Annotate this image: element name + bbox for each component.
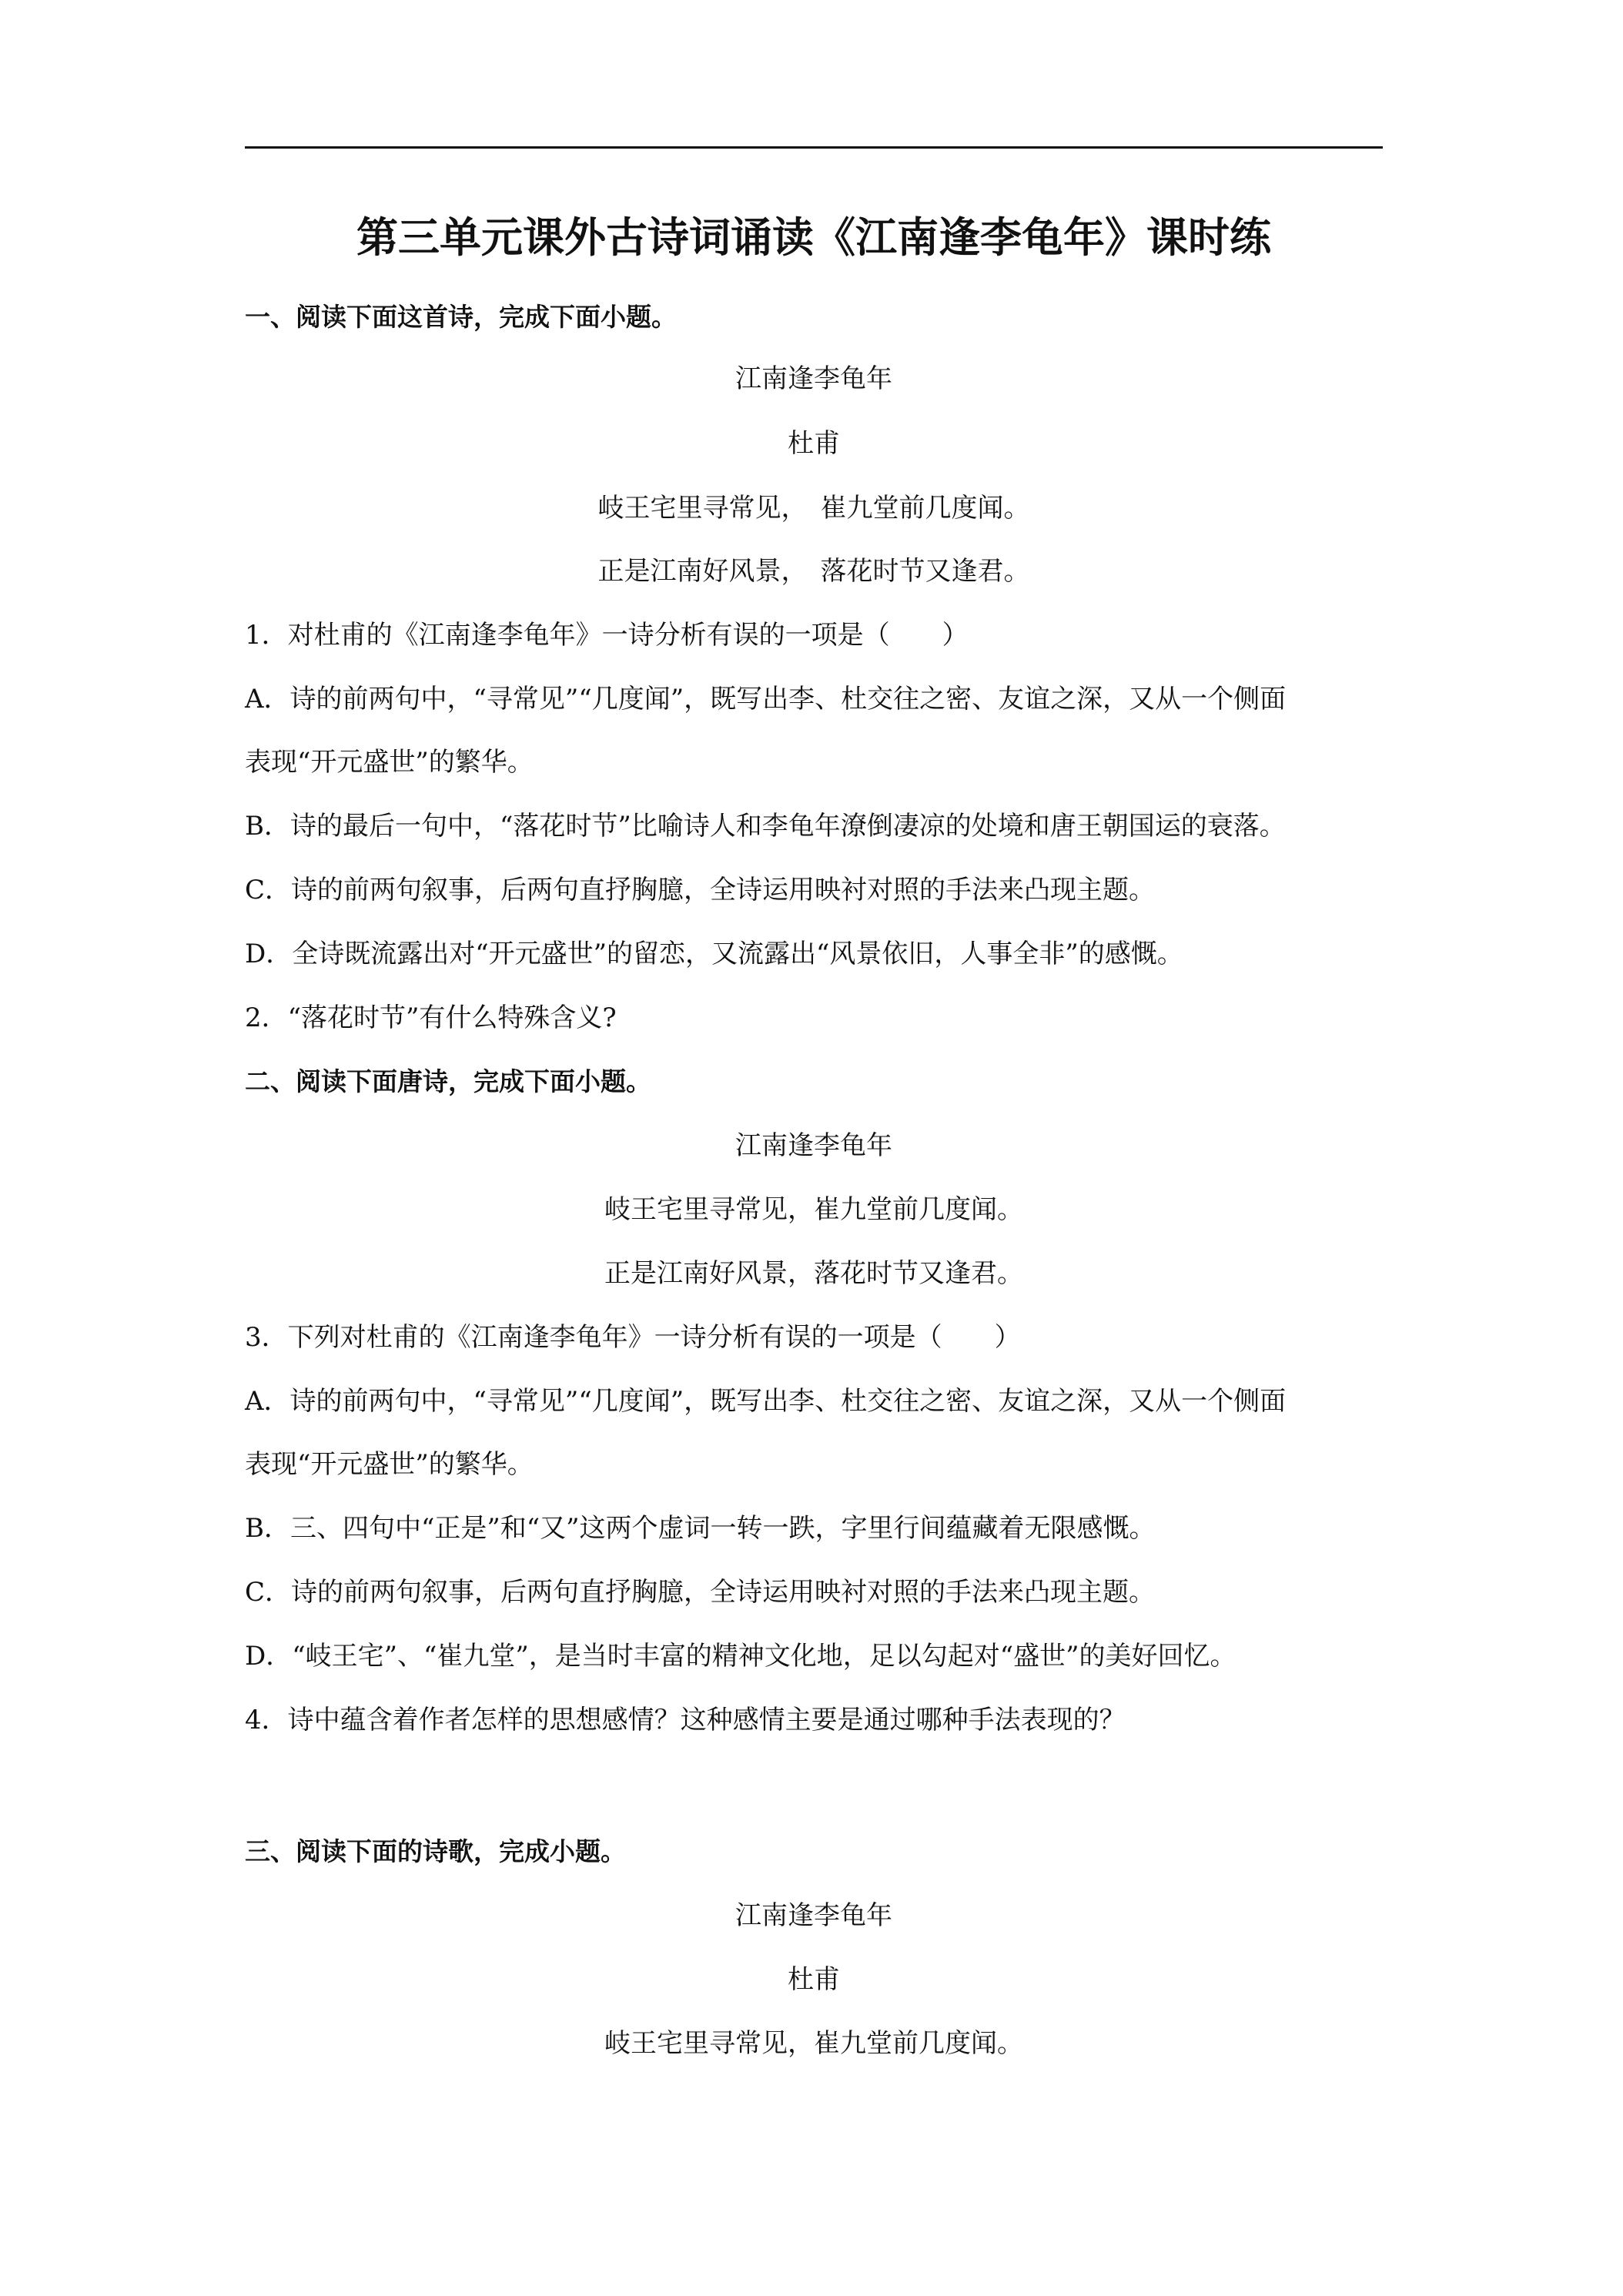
question-3-option-a: A．诗的前两句中，“寻常见”“几度闻”，既写出李、杜交往之密、友谊之深，又从一个侧面 — [245, 1386, 1287, 1417]
section-3-poem-title: 江南逢李龟年 — [735, 1900, 892, 1931]
section-3-heading: 三、阅读下面的诗歌，完成小题。 — [245, 1836, 626, 1866]
question-1-option-a-cont: 表现“开元盛世”的繁华。 — [245, 747, 534, 778]
question-1-option-d: D．全诗既流露出对“开元盛世”的留恋，又流露出“风景依旧，人事全非”的感慨。 — [245, 939, 1183, 969]
section-2-poem-line-2: 正是江南好风景，落花时节又逢君。 — [604, 1258, 1023, 1289]
section-2-heading: 二、阅读下面唐诗，完成下面小题。 — [245, 1066, 651, 1096]
question-1-option-b: B．诗的最后一句中，“落花时节”比喻诗人和李龟年潦倒凄凉的处境和唐王朝国运的衰落。 — [245, 811, 1286, 842]
question-4-stem: 4．诗中蕴含着作者怎样的思想感情？这种感情主要是通过哪种手法表现的？ — [245, 1705, 1126, 1735]
question-2-stem: 2．“落花时节”有什么特殊含义? — [245, 1002, 617, 1033]
section-1-poem-line-1: 岐王宅里寻常见， 崔九堂前几度闻。 — [597, 493, 1030, 524]
question-3-option-a-cont: 表现“开元盛世”的繁华。 — [245, 1449, 534, 1480]
section-3-poem-line-1: 岐王宅里寻常见，崔九堂前几度闻。 — [604, 2028, 1023, 2059]
question-1-stem: 1．对杜甫的《江南逢李龟年》一诗分析有误的一项是（ ） — [245, 620, 969, 651]
question-3-stem: 3．下列对杜甫的《江南逢李龟年》一诗分析有误的一项是（ ） — [245, 1322, 1021, 1353]
question-1-option-c: C．诗的前两句叙事，后两句直抒胸臆，全诗运用映衬对照的手法来凸现主题。 — [245, 875, 1156, 905]
section-1-poem-author: 杜甫 — [788, 428, 840, 459]
section-1-heading: 一、阅读下面这首诗，完成下面小题。 — [245, 302, 677, 332]
section-2-poem-line-1: 岐王宅里寻常见，崔九堂前几度闻。 — [604, 1194, 1023, 1225]
question-3-option-b: B．三、四句中“正是”和“又”这两个虚词一转一跌，字里行间蕴藏着无限感慨。 — [245, 1513, 1156, 1544]
document-title: 第三单元课外古诗词诵读《江南逢李龟年》课时练 — [356, 213, 1271, 262]
question-3-option-c: C．诗的前两句叙事，后两句直抒胸臆，全诗运用映衬对照的手法来凸现主题。 — [245, 1577, 1156, 1608]
section-2-poem-title: 江南逢李龟年 — [735, 1130, 892, 1161]
section-1-poem-title: 江南逢李龟年 — [735, 363, 892, 394]
section-1-poem-line-2: 正是江南好风景， 落花时节又逢君。 — [597, 556, 1030, 587]
question-1-option-a: A．诗的前两句中，“寻常见”“几度闻”，既写出李、杜交往之密、友谊之深，又从一个侧面 — [245, 684, 1287, 715]
section-3-poem-author: 杜甫 — [788, 1964, 840, 1995]
question-3-option-d: D．“岐王宅”、“崔九堂”，是当时丰富的精神文化地，足以勾起对“盛世”的美好回忆。 — [245, 1641, 1236, 1672]
header-rule — [245, 146, 1383, 149]
